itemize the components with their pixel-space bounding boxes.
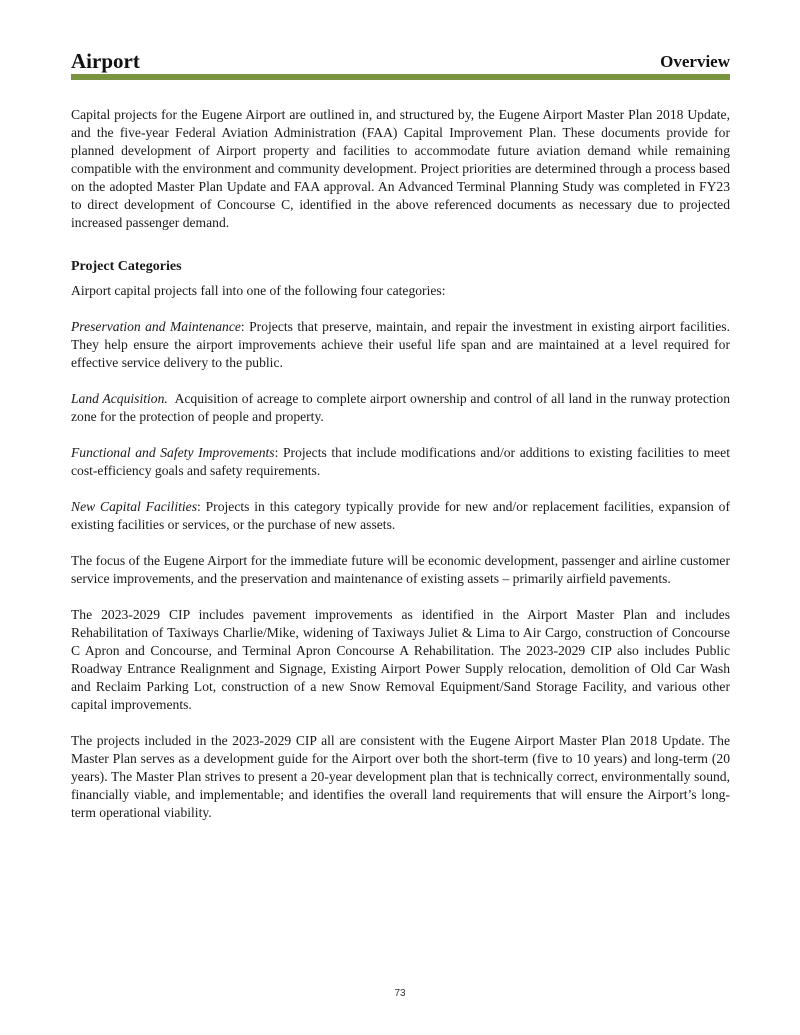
category-description: Projects that preserve, maintain, and repair the investment in existing airport facilities. They help ensure the airport improvements achieve their useful life span and are maintained at a level required for effective service delivery to the public. — [71, 319, 730, 370]
category-term: Land Acquisition. — [71, 391, 168, 406]
category-term: Preservation and Maintenance — [71, 319, 241, 334]
page-title: Airport — [71, 49, 140, 73]
category-term: New Capital Facilities — [71, 499, 197, 514]
category-description: Acquisition of acreage to complete airport ownership and control of all land in the runway protection zone for the protection of people and property. — [71, 391, 734, 424]
categories-lead: Airport capital projects fall into one of the following four categories: — [71, 283, 446, 298]
page-body — [71, 106, 734, 822]
focus-paragraph: The focus of the Eugene Airport for the immediate future will be economic development, passenger and airline customer service improvements, and the preservation and maintenance of existing assets – primarily airfield pavements. — [71, 553, 730, 586]
category-separator — [168, 391, 175, 406]
category-item — [71, 444, 730, 480]
project-categories-heading: Project Categories — [71, 259, 182, 274]
category-item — [71, 390, 734, 426]
category-separator: : — [274, 445, 283, 460]
category-item — [71, 318, 730, 372]
section-label: Overview — [660, 52, 730, 71]
page-number: 73 — [394, 988, 406, 999]
category-term: Functional and Safety Improvements — [71, 445, 275, 460]
header-divider — [71, 74, 730, 80]
master-plan-paragraph: The projects included in the 2023-2029 CIP all are consistent with the Eugene Airport Master Plan 2018 Update. The Master Plan serves as a development guide for the Airport over both the short-term (five to 10 years) and long-term (20 years). The Master Plan strives to present a 20-year development plan that is technically correct, environmentally sound, financially viable, and implementable; and identifies the overall land requirements that will ensure the Airport’s long-term operational viability. — [71, 733, 730, 820]
category-description: Projects in this category typically provide for new and/or replacement facilities, expansion of existing facilities or services, or the purchase of new assets. — [71, 499, 730, 532]
category-description: Projects that include modifications and/or additions to existing facilities to meet cost-efficiency goals and safety requirements. — [71, 445, 730, 478]
category-separator: : — [240, 319, 250, 334]
intro-paragraph: Capital projects for the Eugene Airport are outlined in, and structured by, the Eugene Airport Master Plan 2018 Update, and the five-year Federal Aviation Administration (FAA) Capital Improvement Plan. These documents provide for planned development of Airport property and facilities to accommodate future aviation demand while remaining compatible with the environment and community development. Project priorities are determined through a process based on the adopted Master Plan Update and FAA approval. An Advanced Terminal Planning Study was completed in FY23 to direct development of Concourse C, identified in the above referenced documents as necessary due to projected increased passenger demand. — [71, 107, 730, 230]
cip-paragraph: The 2023-2029 CIP includes pavement improvements as identified in the Airport Master Plan and includes Rehabilitation of Taxiways Charlie/Mike, widening of Taxiways Juliet & Lima to Air Cargo, construction of Concourse C Apron and Concourse, and Terminal Apron Concourse A Rehabilitation. The 2023-2029 CIP also includes Public Roadway Entrance Realignment and Signage, Existing Airport Power Supply relocation, demolition of Old Car Wash and Reclaim Parking Lot, construction of a new Snow Removal Equipment/Sand Storage Facility, and various other capital improvements. — [71, 607, 730, 712]
category-item — [71, 498, 730, 534]
page-header — [71, 49, 730, 73]
category-separator: : — [197, 499, 206, 514]
